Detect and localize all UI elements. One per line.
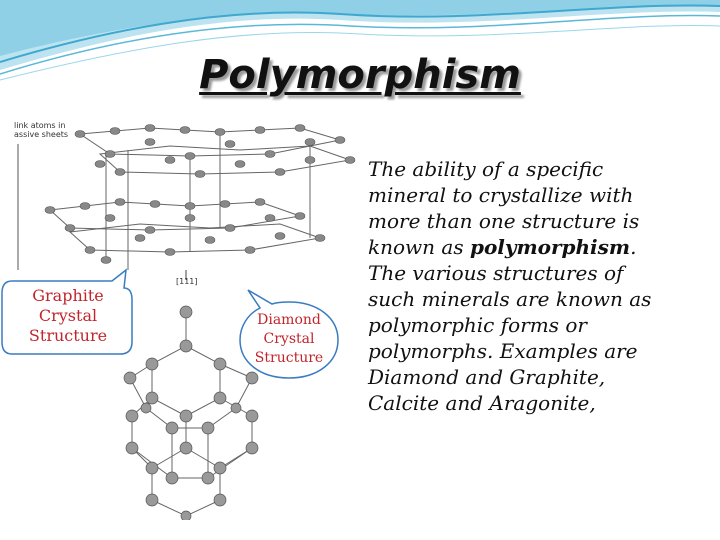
callout-line: Crystal (38, 306, 98, 325)
bullet-text-before: The ability of a specific mineral to crystallize with more than one structure is known as (368, 157, 640, 259)
callout-line: Graphite (32, 286, 104, 305)
callout-line: Crystal (263, 331, 315, 347)
graphite-figure-label: link atoms in (14, 121, 66, 130)
diamond-axis-label: [111] (176, 277, 198, 286)
callout-line: Structure (254, 350, 324, 366)
callout-line: Diamond (257, 312, 321, 328)
bullet-text-after: . The various structures of such minerals are known as polymorphic forms or polymorphs. Examples are Diamond and Graphite, Calcite and Aragonite, (368, 235, 652, 415)
bullet-emphasis: polymorphism (469, 235, 631, 259)
graphite-structure-image (10, 120, 362, 285)
diamond-callout (238, 300, 340, 380)
callout-line: Structure (28, 326, 108, 345)
bullet-paragraph (368, 156, 668, 416)
graphite-callout (0, 278, 136, 356)
slide-title: Polymorphism (199, 52, 521, 98)
graphite-figure-label: assive sheets (14, 130, 69, 139)
